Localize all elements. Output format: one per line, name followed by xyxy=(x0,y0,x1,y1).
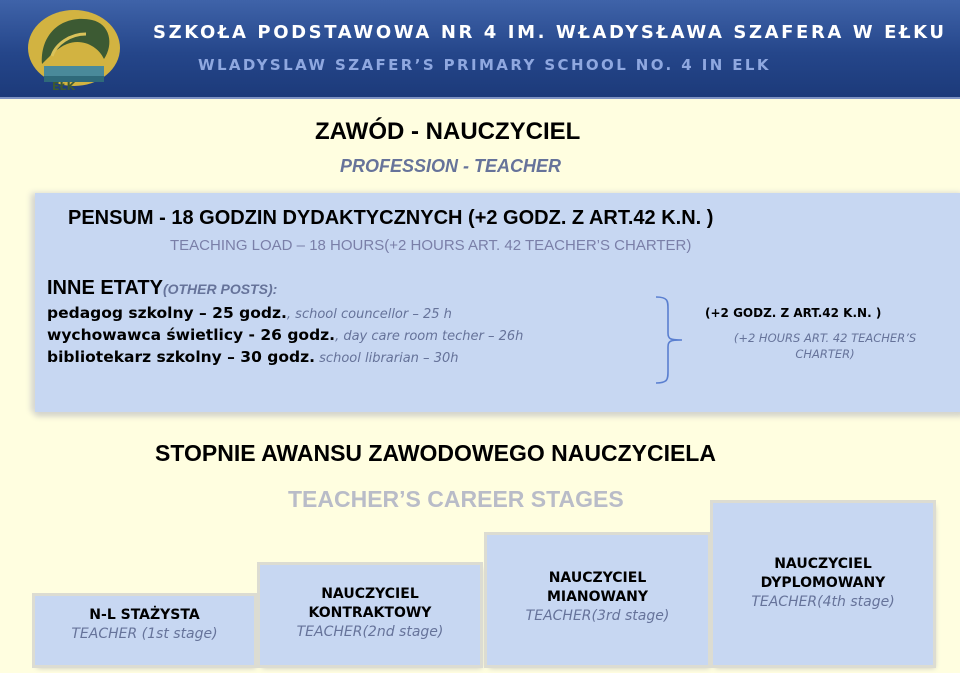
stage-name: NAUCZYCIEL xyxy=(774,556,872,572)
stage-english: TEACHER(2nd stage) xyxy=(296,624,444,640)
stage-box-3 xyxy=(487,535,708,665)
stage-box-1 xyxy=(35,596,254,665)
pensum-heading: PENSUM - 18 GODZIN DYDAKTYCZNYCH (+2 GODZ. Z ART.42 K.N. ) xyxy=(68,207,714,229)
stage-box-2 xyxy=(260,565,480,665)
other-posts-heading xyxy=(47,277,277,300)
post-item-english: , day care room techer – 26h xyxy=(335,329,524,344)
stage-name-line2: MIANOWANY xyxy=(546,589,649,605)
stage-english: TEACHER(3rd stage) xyxy=(525,608,670,624)
logo-lettering: EŁK xyxy=(52,80,76,93)
stage-english: TEACHER (1st stage) xyxy=(71,626,218,642)
school-name-polish: SZKOŁA PODSTAWOWA NR 4 IM. WŁADYSŁAWA SZAFERA W EŁKU xyxy=(153,22,947,43)
pensum-english: TEACHING LOAD – 18 HOURS(+2 HOURS ART. 42 TEACHER’S CHARTER) xyxy=(170,237,692,254)
post-item xyxy=(47,304,452,322)
stage-box-4 xyxy=(713,503,933,665)
post-item xyxy=(47,348,458,366)
post-item-english: , school councellor – 25 h xyxy=(286,307,452,322)
post-item-polish: wychowawca świetlicy - 26 godz. xyxy=(47,326,336,344)
stage-name-line2: KONTRAKTOWY xyxy=(308,605,432,621)
extra-hours-english: (+2 HOURS ART. 42 TEACHER’S CHARTER) xyxy=(733,331,917,361)
right-brace-icon xyxy=(654,295,694,385)
post-item-polish: pedagog szkolny – 25 godz. xyxy=(47,304,287,322)
stage-name: NAUCZYCIEL xyxy=(548,570,647,586)
stage-english: TEACHER(4th stage) xyxy=(751,594,895,610)
stage-name: NAUCZYCIEL xyxy=(321,586,419,602)
profession-title: ZAWÓD - NAUCZYCIEL xyxy=(315,118,581,145)
school-logo xyxy=(22,4,122,94)
stage-name-line2: DYPLOMOWANY xyxy=(760,575,886,591)
post-item xyxy=(47,326,523,344)
profession-title-english: PROFESSION - TEACHER xyxy=(340,156,562,176)
other-posts-label: INNE ETATY xyxy=(47,277,163,299)
post-item-polish: bibliotekarz szkolny – 30 godz. xyxy=(47,348,316,366)
stage-name: N-L STAŻYSTA xyxy=(89,607,200,623)
extra-hours-polish: (+2 GODZ. Z ART.42 K.N. ) xyxy=(705,306,882,320)
other-posts-english: (OTHER POSTS): xyxy=(162,281,278,297)
career-stages-title: STOPNIE AWANSU ZAWODOWEGO NAUCZYCIELA xyxy=(155,440,716,466)
school-name-english: WLADYSLAW SZAFER’S PRIMARY SCHOOL NO. 4 IN ELK xyxy=(198,56,771,74)
post-item-english: school librarian – 30h xyxy=(315,351,459,366)
career-stages-title-english: TEACHER’S CAREER STAGES xyxy=(288,486,624,512)
header-banner xyxy=(0,0,960,99)
